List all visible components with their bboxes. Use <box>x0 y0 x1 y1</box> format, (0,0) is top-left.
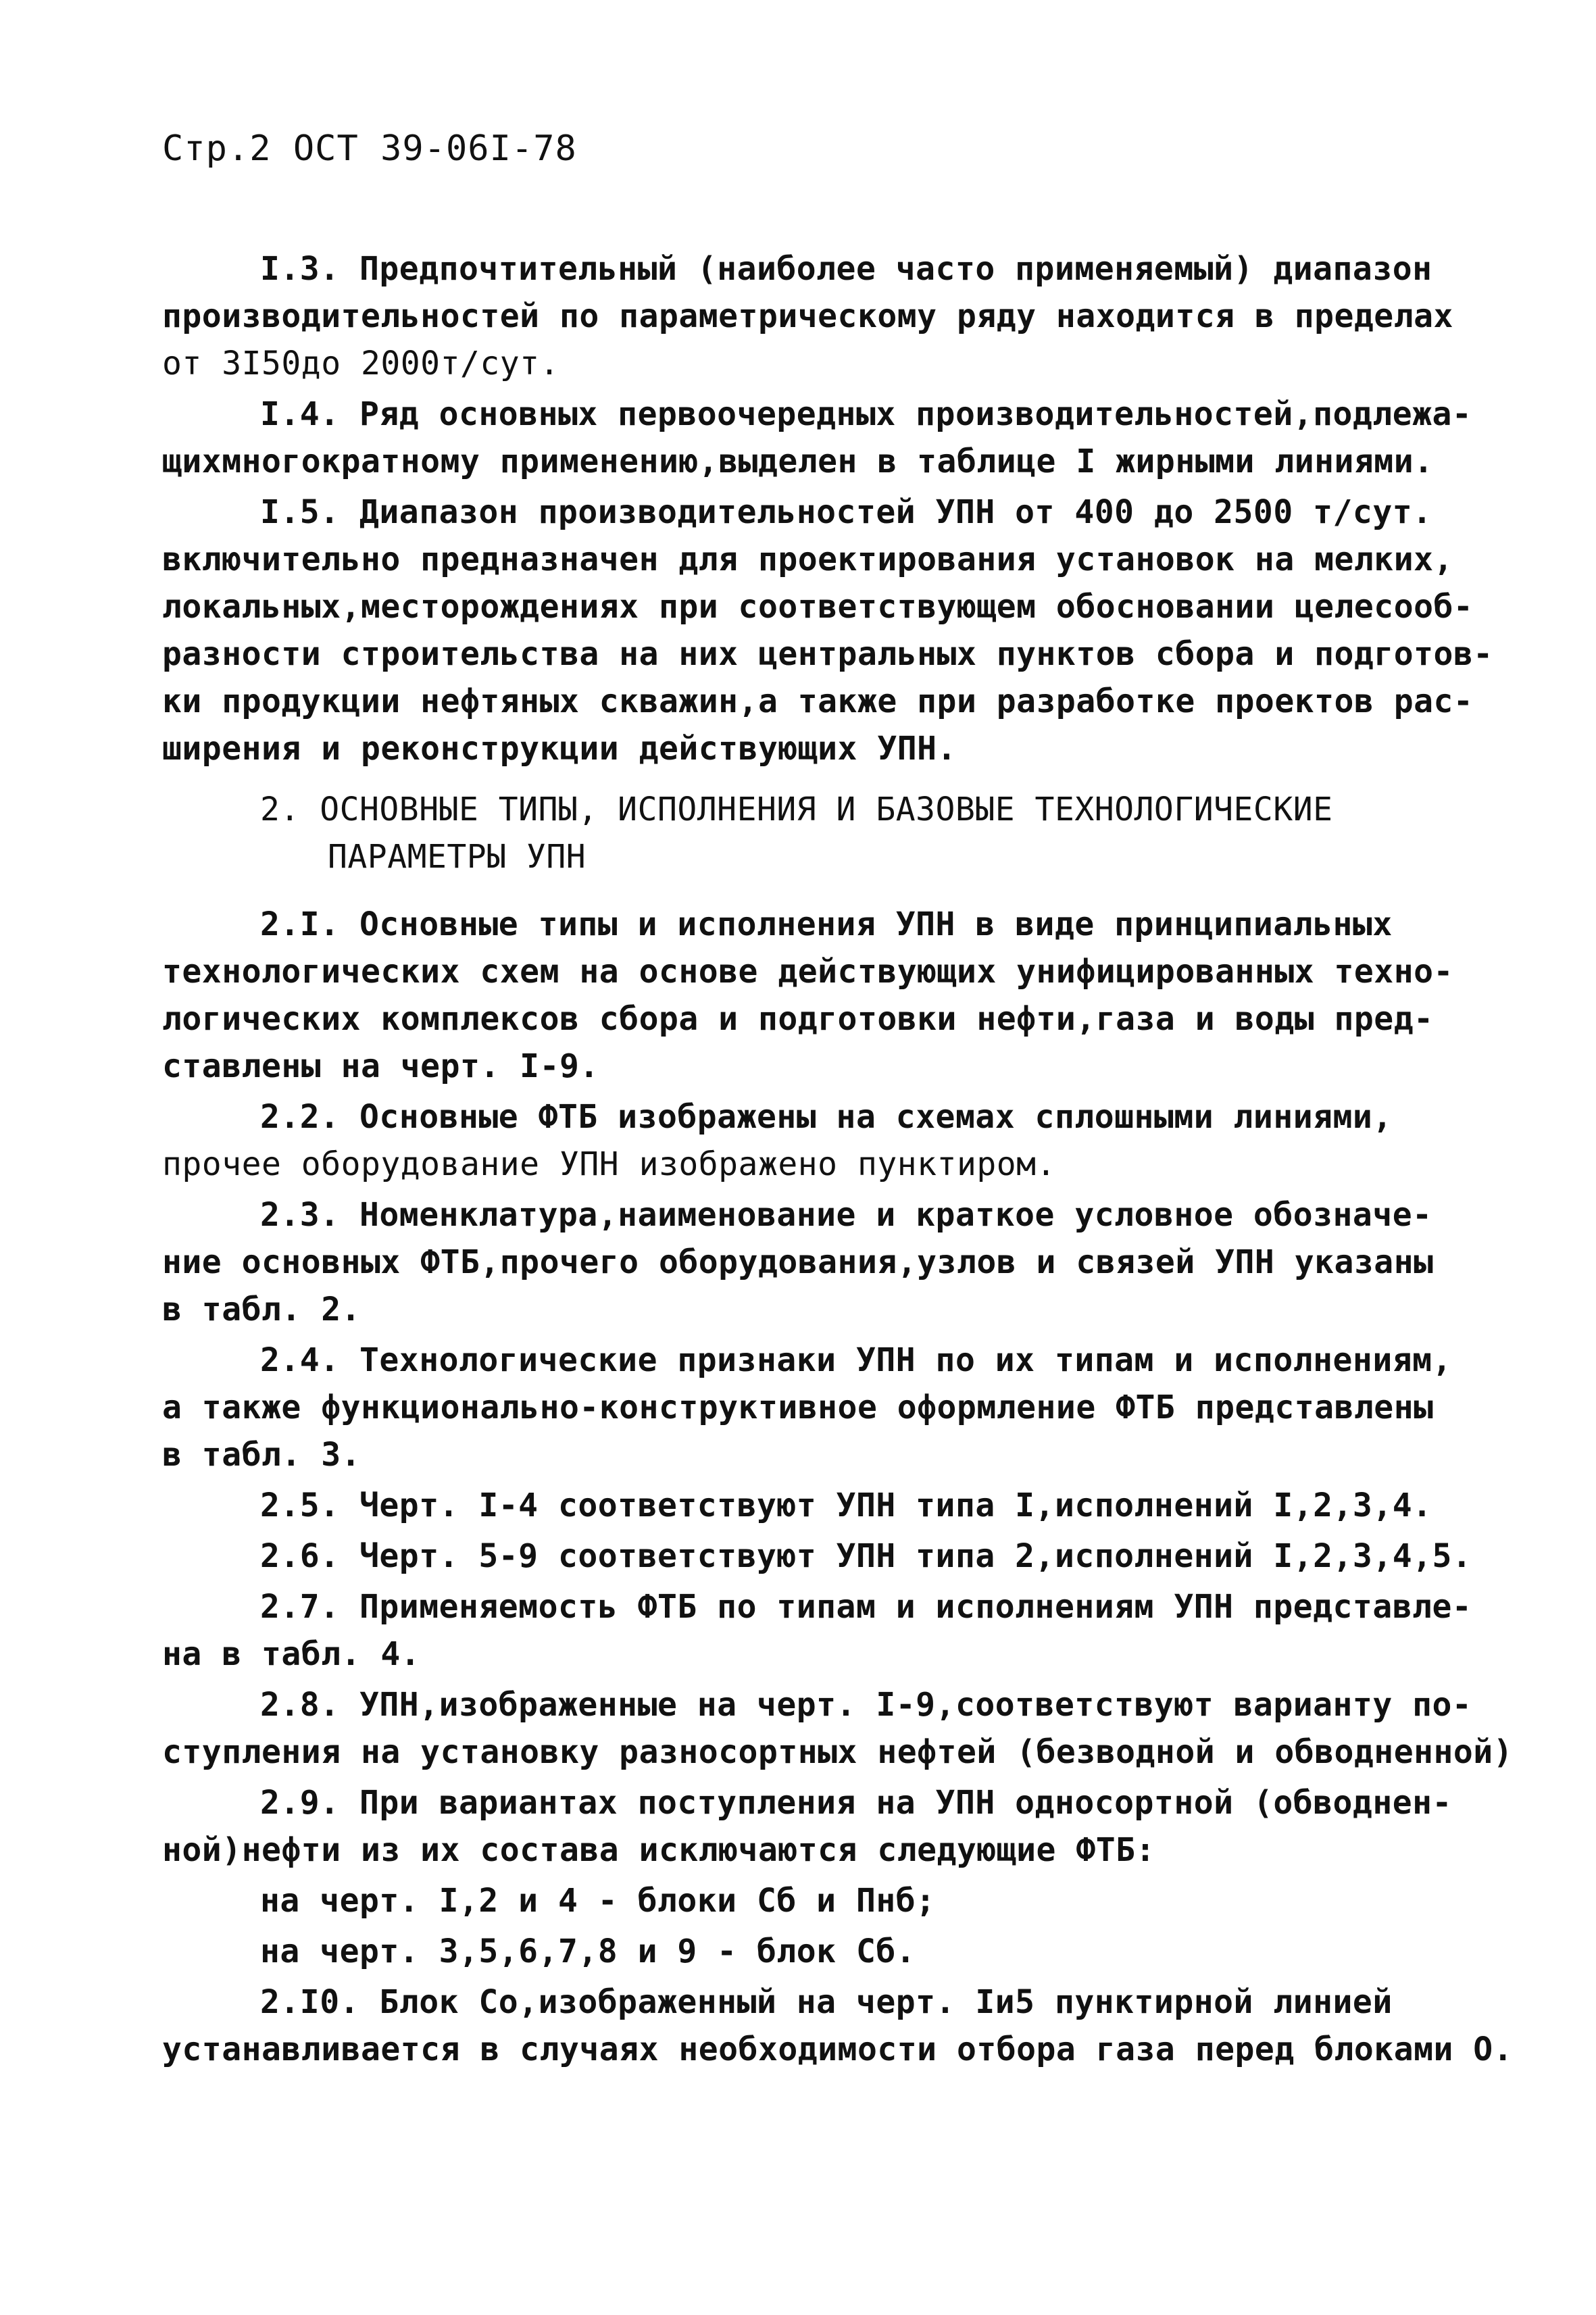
text-line: ступления на установку разносортных нефтей (безводной и обводненной) <box>162 1733 1514 1771</box>
text-line: 2.I0. Блок Со,изображенный на черт. Iи5 пунктирной линией <box>260 1983 1393 2021</box>
text-line: 2.I. Основные типы и исполнения УПН в виде принципиальных <box>260 905 1393 943</box>
text-line: 2.4. Технологические признаки УПН по их типам и исполнениям, <box>260 1341 1452 1379</box>
text-line: в табл. 2. <box>162 1291 361 1328</box>
page-header: Стр.2 ОСТ 39-06I-78 <box>162 128 577 169</box>
text-line: ние основных ФТБ,прочего оборудования,узлов и связей УПН указаны <box>162 1243 1434 1281</box>
text-line: логических комплексов сбора и подготовки нефти,газа и воды пред- <box>162 1000 1434 1038</box>
text-line: 2.5. Черт. I-4 соответствуют УПН типа I,исполнений I,2,3,4. <box>260 1487 1432 1524</box>
text-line: в табл. 3. <box>162 1436 361 1474</box>
text-line: ки продукции нефтяных скважин,а также при разработке проектов рас- <box>162 682 1474 720</box>
text-line: 2.6. Черт. 5-9 соответствуют УПН типа 2,исполнений I,2,3,4,5. <box>260 1537 1472 1575</box>
text-line: ставлены на черт. I-9. <box>162 1047 599 1085</box>
text-line: прочее оборудование УПН изображено пунктиром. <box>162 1145 1056 1183</box>
text-line: ной)нефти из их состава исключаются следующие ФТБ: <box>162 1831 1155 1869</box>
text-line: ширения и реконструкции действующих УПН. <box>162 730 957 768</box>
text-line: устанавливается в случаях необходимости отбора газа перед блоками О. <box>162 2031 1514 2068</box>
text-line: 2.8. УПН,изображенные на черт. I-9,соответствуют варианту по- <box>260 1686 1472 1724</box>
text-line: I.5. Диапазон производительностей УПН от 400 до 2500 т/сут. <box>260 493 1432 531</box>
text-line: от 3I50до 2000т/сут. <box>162 345 559 382</box>
section-title: 2. ОСНОВНЫЕ ТИПЫ, ИСПОЛНЕНИЯ И БАЗОВЫЕ ТЕХНОЛОГИЧЕСКИЕ <box>260 791 1333 828</box>
section-title-continued: ПАРАМЕТРЫ УПН <box>328 838 587 876</box>
text-line: технологических схем на основе действующих унифицированных техно- <box>162 953 1453 991</box>
text-line: на черт. 3,5,6,7,8 и 9 - блок Сб. <box>260 1933 916 1970</box>
text-line: I.4. Ряд основных первоочередных производительностей,подлежа- <box>260 395 1472 433</box>
text-line: 2.9. При вариантах поступления на УПН односортной (обводнен- <box>260 1784 1452 1822</box>
text-line: локальных,месторождениях при соответствующем обосновании целесооб- <box>162 588 1474 626</box>
text-line: на черт. I,2 и 4 - блоки Сб и Пнб; <box>260 1882 936 1920</box>
text-line: производительностей по параметрическому ряду находится в пределах <box>162 297 1453 335</box>
text-line: I.3. Предпочтительный (наиболее часто применяемый) диапазон <box>260 250 1432 288</box>
text-line: разности строительства на них центральных пунктов сбора и подготов- <box>162 635 1493 673</box>
text-line: а также функционально-конструктивное оформление ФТБ представлены <box>162 1389 1434 1426</box>
text-line: 2.7. Применяемость ФТБ по типам и исполнениям УПН представле- <box>260 1588 1472 1626</box>
text-line: 2.3. Номенклатура,наименование и краткое условное обозначе- <box>260 1196 1432 1234</box>
text-line: щихмногократному применению,выделен в таблице I жирными линиями. <box>162 443 1434 480</box>
text-line: включительно предназначен для проектирования установок на мелких, <box>162 541 1453 578</box>
text-line: на в табл. 4. <box>162 1635 421 1673</box>
text-line: 2.2. Основные ФТБ изображены на схемах сплошными линиями, <box>260 1098 1393 1136</box>
